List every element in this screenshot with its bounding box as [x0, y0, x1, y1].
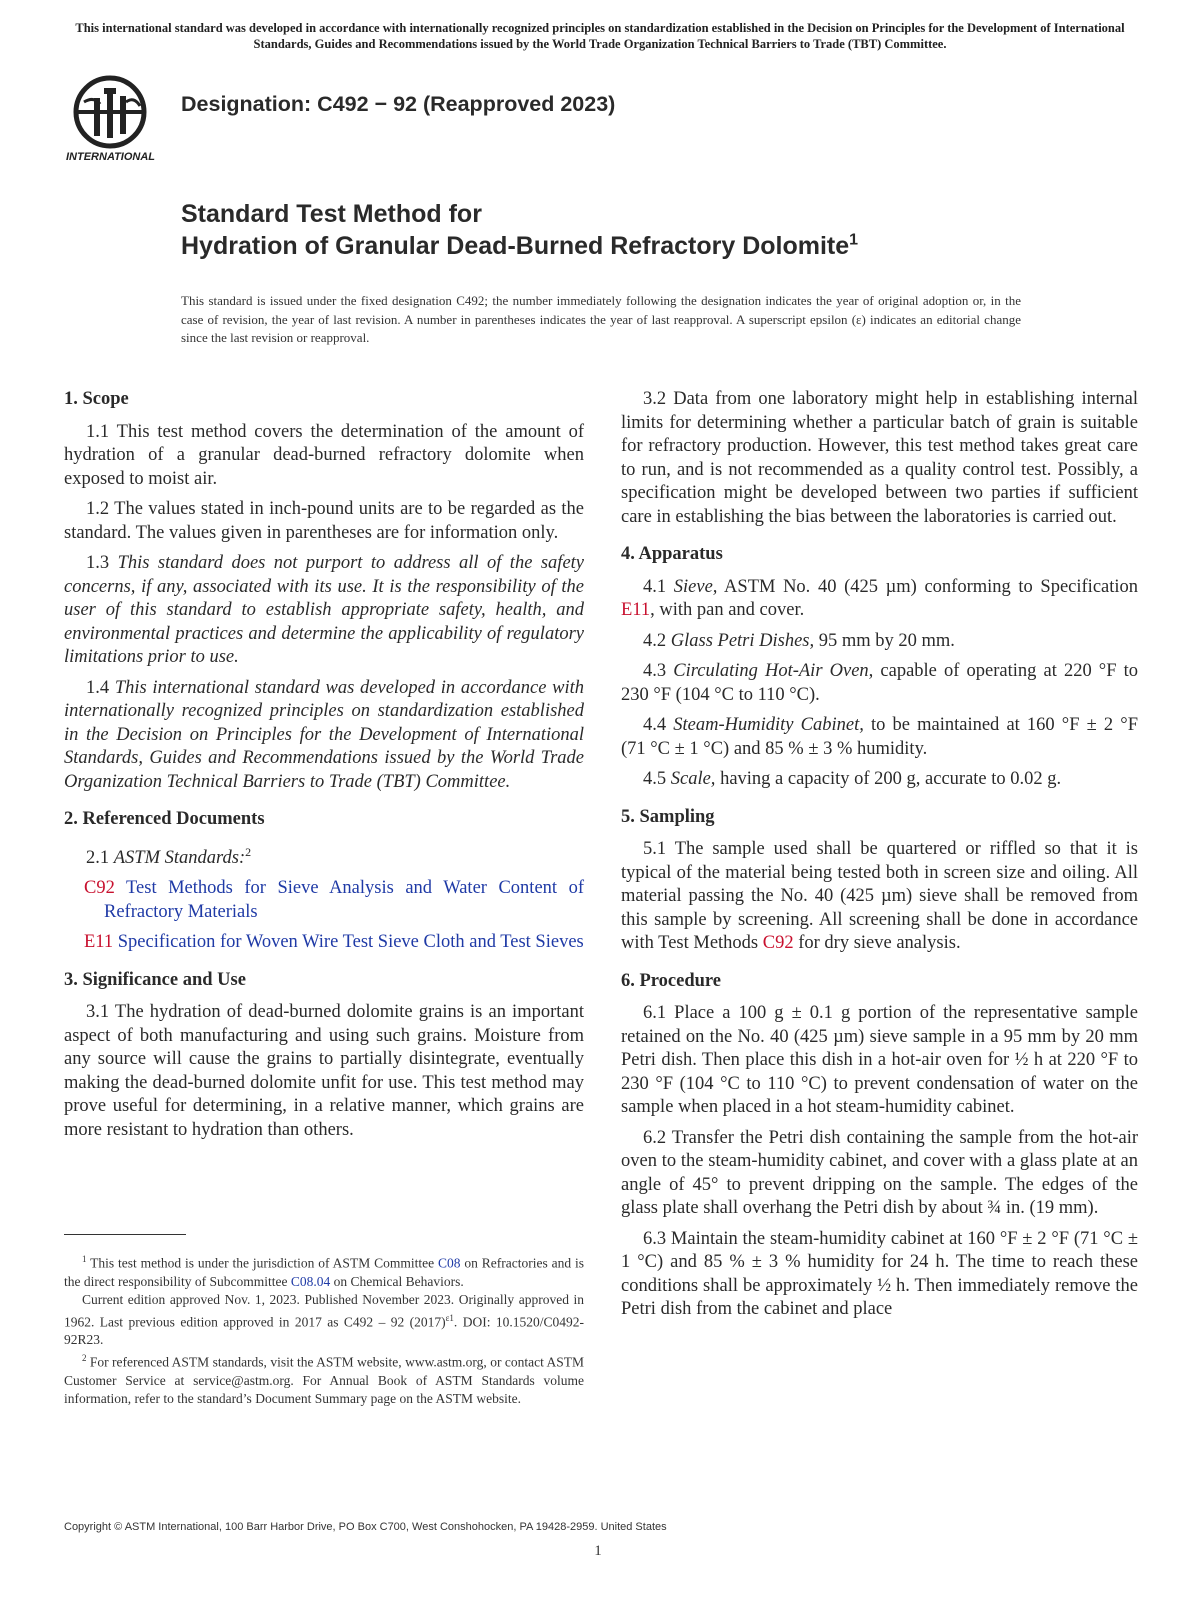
- reference-c92[interactable]: [64, 877, 584, 924]
- para-2-1-number: 2.1: [86, 847, 110, 868]
- para-6-2: 6.2 Transfer the Petri dish containing the sample from the hot-air oven to the steam-humidity cabinet, and cover with a glass plate at an angle of 45° to prevent dripping on the sample. The edges of the glass plate shall overhang the Petri dish by about ¾ in. (19 mm).: [621, 1127, 1138, 1218]
- section-4-heading: 4. Apparatus: [621, 544, 723, 564]
- para-1-4-text: This international standard was developed in accordance with internationally recognized principles on standardization established in the Decision on Principles for the Development of International Standards, Guides and Recommendations issued by the World Trade Organization Technical Barriers to Trade (TBT) Committee.: [64, 677, 585, 792]
- title-line-2-text: Hydration of Granular Dead-Burned Refractory Dolomite: [181, 232, 850, 260]
- para-4-5-number: 4.5: [643, 769, 667, 789]
- para-4-5-term: Scale,: [670, 769, 716, 789]
- astm-logo: [64, 74, 172, 166]
- para-2-1-footnote-mark: 2: [245, 844, 252, 859]
- edition-text-a: Current edition approved Nov. 1, 2023. Published November 2023. Originally approved in 1962. Last previous edition approved in 2017 as C492 – 92 (2017): [64, 1291, 584, 1329]
- para-2-1-text: ASTM Standards:: [113, 847, 246, 868]
- para-5-1-text-end: for dry sieve analysis.: [798, 933, 961, 953]
- edition-epsilon: ε1: [445, 1312, 454, 1323]
- footnote-2-text: For referenced ASTM standards, visit the ASTM website, www.astm.org, or contact ASTM Customer Service at service@astm.org. For Annual Book of ASTM Standards volume information, refer to the standard’s Document Summary page on the ASTM website.: [64, 1354, 584, 1406]
- top-note: This international standard was developed in accordance with internationally recognized principles on standardization established in the Decision on Principles for the Development of International Standards, Guides and Recommendations issued by the World Trade Organization Technical Barriers to Trade (TBT) Committee.: [75, 21, 1125, 51]
- section-1-heading: 1. Scope: [64, 389, 129, 409]
- page-number: 1: [594, 1543, 602, 1559]
- para-4-4-term: Steam-Humidity Cabinet,: [673, 715, 864, 735]
- footnote-2-mark: 2: [82, 1353, 87, 1363]
- para-4-3-term: Circulating Hot-Air Oven,: [673, 661, 874, 681]
- section-2-heading: 2. Referenced Documents: [64, 809, 265, 829]
- footnote-divider: [64, 1234, 186, 1235]
- reference-c92-title[interactable]: Test Methods for Sieve Analysis and Water Content of Refractory Materials: [104, 878, 584, 922]
- reference-c92-code[interactable]: C92: [84, 878, 115, 899]
- reference-e11[interactable]: [64, 931, 584, 955]
- astm-logo-icon: [64, 74, 172, 166]
- para-1-3: [64, 552, 584, 670]
- copyright-notice: Copyright © ASTM International, 100 Barr Harbor Drive, PO Box C700, West Conshohocken, PA 19428-2959. United States: [64, 1521, 667, 1533]
- para-4-1: [621, 576, 1138, 623]
- spec-e11-link[interactable]: E11: [621, 600, 651, 620]
- para-4-2-text: 95 mm by 20 mm.: [818, 630, 955, 651]
- para-4-2-term: Glass Petri Dishes,: [670, 630, 815, 651]
- para-1-3-number: 1.3: [86, 553, 110, 573]
- footnote-1: [64, 1250, 584, 1291]
- title-footnote-mark: 1: [849, 231, 859, 249]
- footnotes: [64, 1250, 584, 1408]
- designation: Designation: C492 − 92 (Reapproved 2023): [181, 92, 616, 116]
- footnote-1-edition: [64, 1291, 584, 1350]
- footnote-2: [64, 1349, 584, 1408]
- left-column: [64, 388, 584, 1149]
- abstract: This standard is issued under the fixed designation C492; the number immediately following the designation indicates the year of original adoption or, in the case of revision, the year of last revision. A number in parentheses indicates the year of last reapproval. A superscript epsilon (ε) indicates an editorial change since the last revision or reapproval.: [181, 293, 1021, 345]
- title-line-1: Standard Test Method for: [181, 200, 482, 228]
- para-4-2-number: 4.2: [643, 630, 667, 651]
- para-4-3-text: capable of operating at 220 °F to 230 °F (104 °C to 110 °C).: [621, 661, 1138, 705]
- logo-text: INTERNATIONAL: [66, 151, 156, 163]
- footnote-1-text-a: This test method is under the jurisdiction of ASTM Committee: [90, 1255, 435, 1271]
- para-4-1-text-end: , with pan and cover.: [650, 600, 805, 620]
- para-1-3-text: This standard does not purport to address all of the safety concerns, if any, associated with its use. It is the responsibility of the user of this standard to establish appropriate safety, health, and environmental practices and determine the applicability of regulatory limitations prior to use.: [64, 553, 585, 667]
- subcommittee-c0804-link[interactable]: C08.04: [290, 1273, 331, 1289]
- para-4-1-text: ASTM No. 40 (425 µm) conforming to Specification: [724, 576, 1139, 597]
- section-5-heading: 5. Sampling: [621, 806, 715, 827]
- para-6-3: 6.3 Maintain the steam-humidity cabinet at 160 °F ± 2 °F (71 °C ± 1 °C) and 85 % ± 3 % humidity for 24 h. The time to reach these conditions shall be approximately ½ h. Then immediately remove the Petri dish from the cabinet and place: [621, 1228, 1138, 1319]
- para-1-1: 1.1 This test method covers the determination of the amount of hydration of a granular dead-burned refractory dolomite when exposed to moist air.: [64, 421, 584, 489]
- para-4-4-text: to be maintained at 160 °F ± 2 °F (71 °C ± 1 °C) and 85 % ± 3 % humidity.: [621, 715, 1138, 759]
- para-4-3-number: 4.3: [643, 661, 667, 681]
- para-4-5-text: having a capacity of 200 g, accurate to 0.02 g.: [720, 769, 1062, 789]
- para-4-1-term: Sieve,: [673, 576, 718, 597]
- para-4-1-number: 4.1: [643, 576, 667, 597]
- right-column: [621, 388, 1138, 1329]
- footnote-1-text-b: on Refractories and is the direct responsibility of Subcommittee: [64, 1255, 584, 1289]
- test-methods-c92-link[interactable]: C92: [762, 933, 794, 953]
- title-line-2: [181, 230, 858, 262]
- para-1-2: 1.2 The values stated in inch-pound units are to be regarded as the standard. The values given in parentheses are for information only.: [64, 499, 584, 543]
- reference-e11-code[interactable]: E11: [84, 932, 114, 953]
- reference-e11-title[interactable]: Specification for Woven Wire Test Sieve Cloth and Test Sieves: [117, 932, 584, 953]
- footnote-1-text-c: on Chemical Behaviors.: [333, 1273, 464, 1289]
- footnote-1-mark: 1: [82, 1254, 87, 1264]
- para-1-4: [64, 677, 584, 795]
- para-2-1: [64, 841, 584, 871]
- section-6-heading: 6. Procedure: [621, 970, 722, 991]
- edition-text-b: . DOI: 10.1520/C0492-92R23.: [64, 1314, 584, 1347]
- para-4-2: [621, 630, 1138, 654]
- document-title: [181, 198, 858, 262]
- para-6-1: 6.1 Place a 100 g ± 0.1 g portion of the representative sample retained on the No. 40 (425 µm) sieve sample in a 95 mm by 20 mm Petri dish. Then place this dish in a hot-air oven for ½ h at 220 °F to 230 °F (104 °C to 110 °C) to prevent condensation of water on the sample when placed in a hot steam-humidity cabinet.: [621, 1003, 1138, 1117]
- para-4-4-number: 4.4: [643, 715, 667, 735]
- para-4-3: [621, 660, 1138, 707]
- para-1-4-number: 1.4: [86, 677, 110, 698]
- para-4-4: [621, 714, 1138, 761]
- committee-c08-link[interactable]: C08: [437, 1255, 461, 1271]
- para-4-5: [621, 768, 1138, 792]
- para-5-1: [621, 838, 1138, 956]
- section-3-heading: 3. Significance and Use: [64, 969, 246, 990]
- para-5-1-text: 5.1 The sample used shall be quartered or riffled so that it is typical of the material being tested both in screen size and oiling. All material passing the No. 40 (425 µm) sieve shall be removed from this sample by screening. All screening shall be done in accordance with Test Methods: [621, 839, 1138, 953]
- para-3-2: 3.2 Data from one laboratory might help in establishing internal limits for determining whether a particular batch of grain is suitable for refractory production. However, this test method takes great care to run, and is not recommended as a quality control test. Possibly, a specification might be developed between two parties if sufficient care in establishing the bias between the laboratories is carried out.: [621, 389, 1138, 527]
- para-3-1: 3.1 The hydration of dead-burned dolomite grains is an important aspect of both manufacturing and using such grains. Moisture from any source will cause the grains to partially disintegrate, eventually making the dead-burned dolomite unfit for use. This test method may prove useful for determining, in a relative manner, which grains are more resistant to hydration than others.: [64, 1002, 584, 1140]
